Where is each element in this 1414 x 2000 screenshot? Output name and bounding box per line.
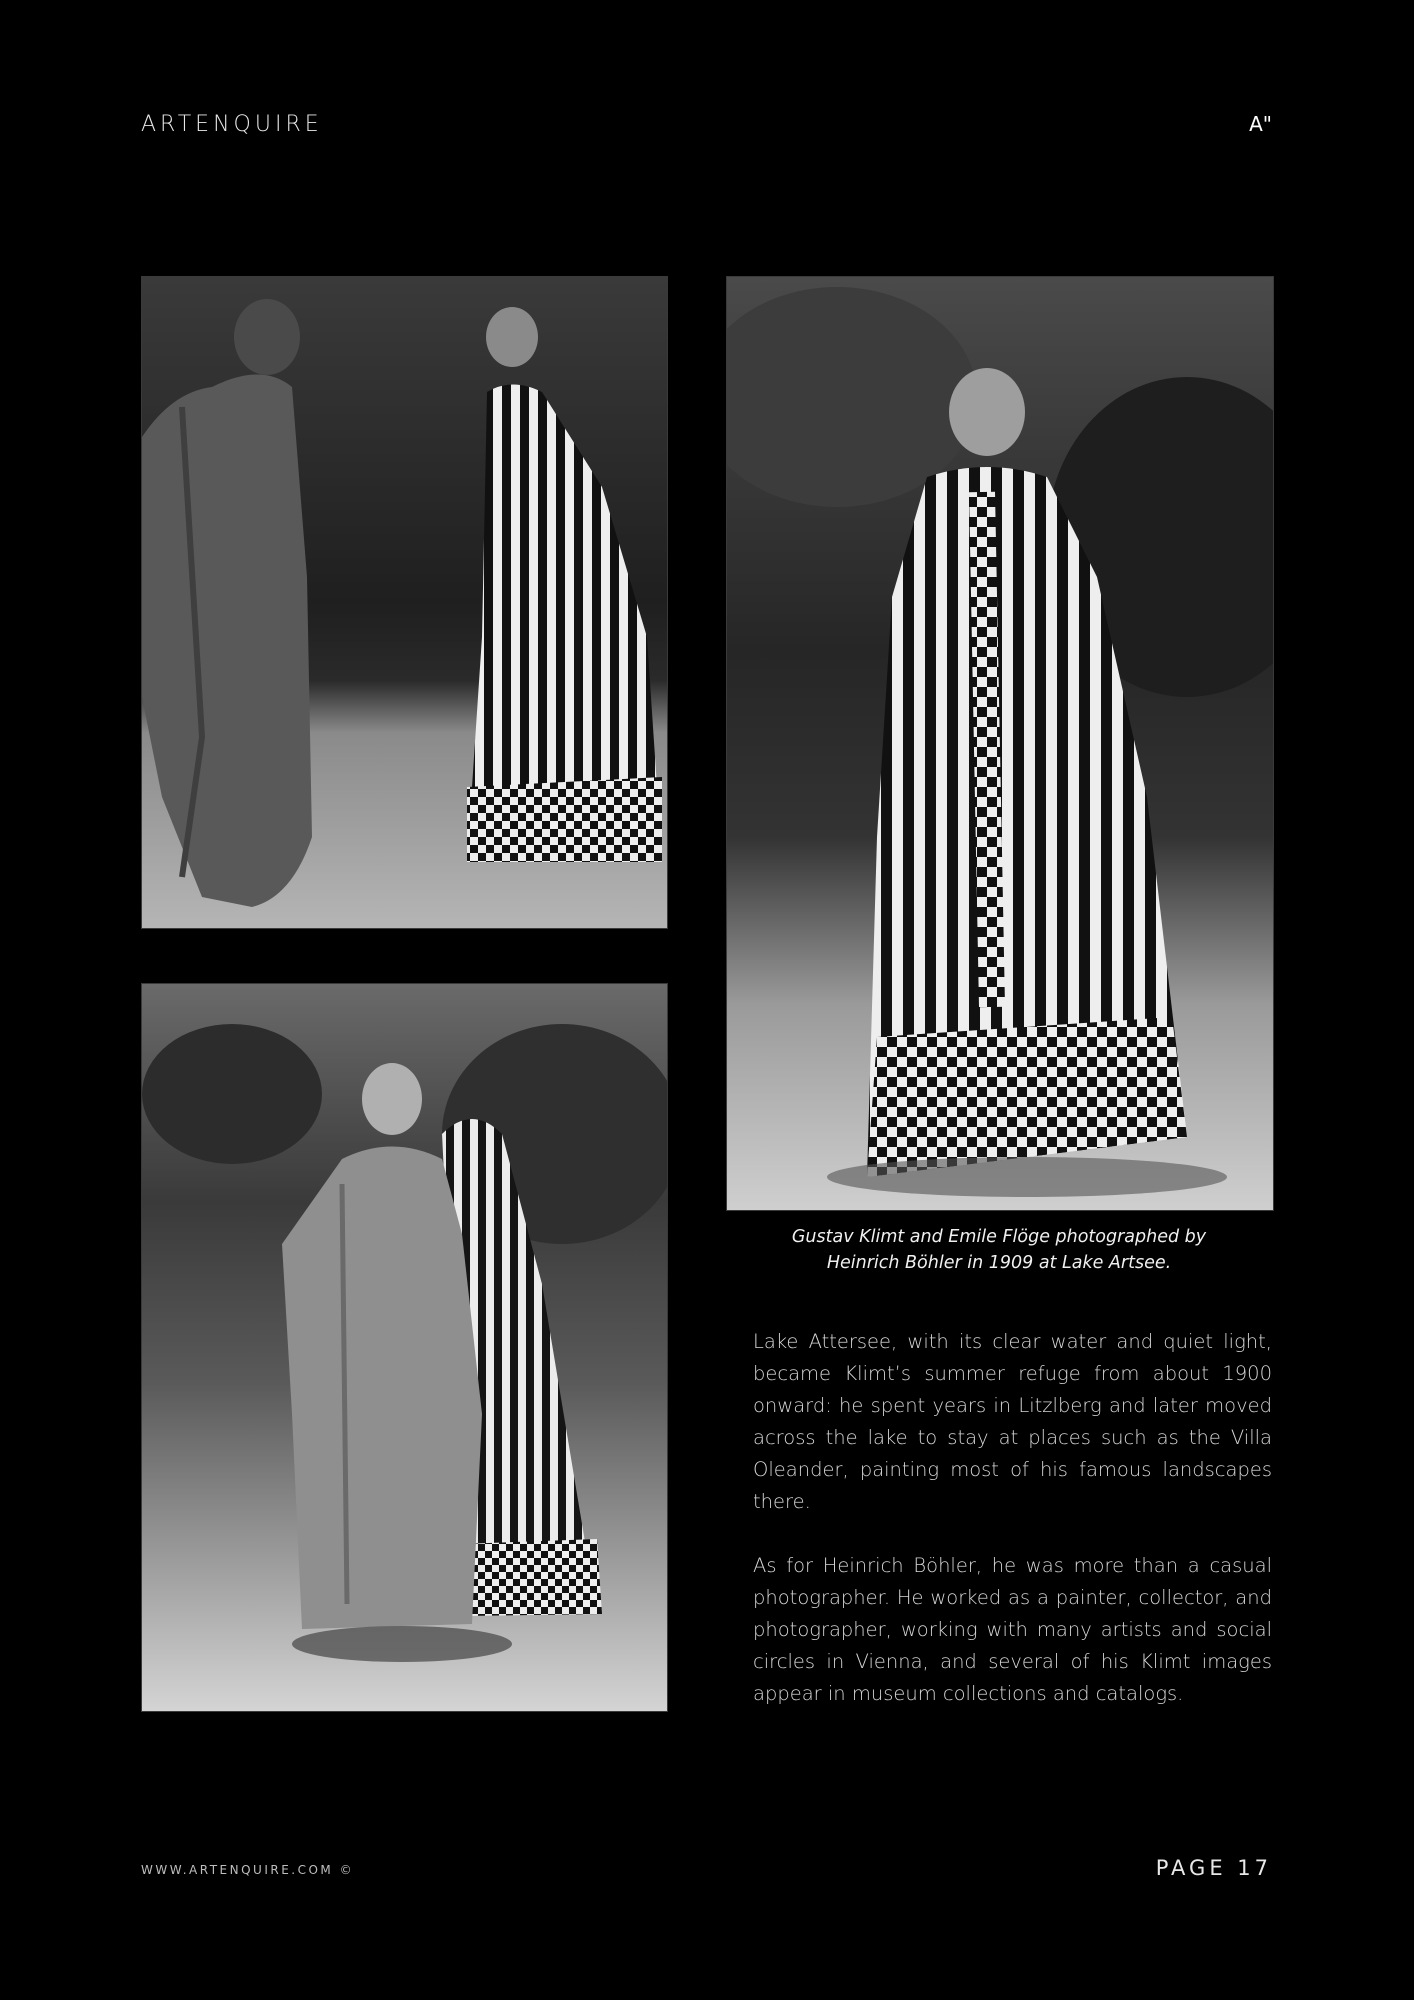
photo-klimt-floge-walking — [141, 983, 668, 1712]
footer-url: WWW.ARTENQUIRE.COM © — [141, 1863, 355, 1877]
photo-floge-striped-gown — [726, 276, 1274, 1211]
caption-line-2: Heinrich Böhler in 1909 at Lake Artsee. — [826, 1253, 1172, 1273]
paragraph-1: Lake Attersee, with its clear water and quiet light, became Klimt’s summer refuge from about 1900 onward: he spent years in Litzlberg and later moved across the lake to stay at places such as the Villa Oleander, painting most of his famous landscapes there. — [753, 1330, 1272, 1513]
brand-logo: A" — [1249, 112, 1272, 136]
paragraph-2: As for Heinrich Böhler, he was more than a casual photographer. He worked as a painter, collector, and photographer, working with many artists and social circles in Vienna, and several of his Klimt images appear in museum collections and catalogs. — [753, 1554, 1272, 1705]
brand-title: ARTENQUIRE — [141, 112, 323, 137]
photo-caption — [726, 1224, 1272, 1276]
photo-klimt-floge-facing — [141, 276, 668, 929]
page-number: PAGE 17 — [1155, 1856, 1272, 1880]
caption-line-1: Gustav Klimt and Emile Flöge photographed by — [791, 1227, 1207, 1247]
article-body — [753, 1326, 1272, 1742]
